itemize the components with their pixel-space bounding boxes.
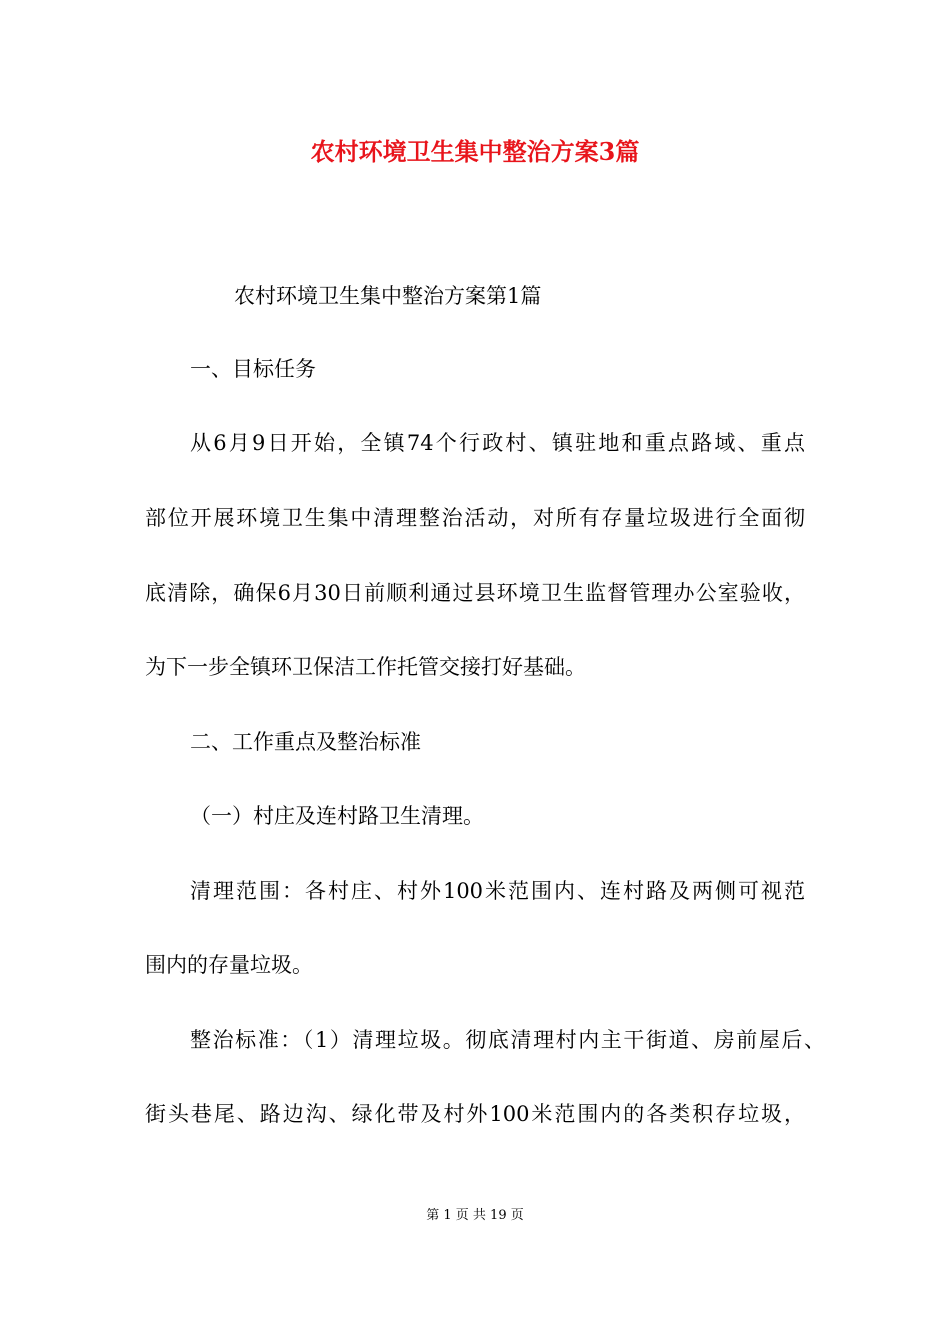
paragraph-line: 清理范围：各村庄、村外100米范围内、连村路及两侧可视范 (190, 879, 805, 903)
paragraph-line: 底清除，确保6月30日前顺利通过县环境卫生监督管理办公室验收， (145, 581, 805, 605)
section-heading-1: 农村环境卫生集中整治方案第1篇 (234, 284, 542, 308)
paragraph-line: 街头巷尾、路边沟、绿化带及村外100米范围内的各类积存垃圾， (145, 1102, 805, 1126)
subheading-village-cleanup: （一）村庄及连村路卫生清理。 (190, 804, 484, 828)
heading-target-tasks: 一、目标任务 (190, 357, 316, 381)
heading-work-focus: 二、工作重点及整治标准 (190, 730, 421, 754)
paragraph-line: 围内的存量垃圾。 (145, 953, 313, 977)
paragraph-line: 部位开展环境卫生集中清理整治活动，对所有存量垃圾进行全面彻 (145, 506, 805, 530)
paragraph-line: 从6月9日开始，全镇74个行政村、镇驻地和重点路域、重点 (190, 431, 805, 455)
paragraph-line: 为下一步全镇环卫保洁工作托管交接打好基础。 (145, 655, 586, 679)
paragraph-line: 整治标准：（1）清理垃圾。彻底清理村内主干街道、房前屋后、 (190, 1028, 825, 1052)
document-title: 农村环境卫生集中整治方案3篇 (310, 137, 640, 166)
page-footer: 第 1 页 共 19 页 (426, 1208, 524, 1223)
